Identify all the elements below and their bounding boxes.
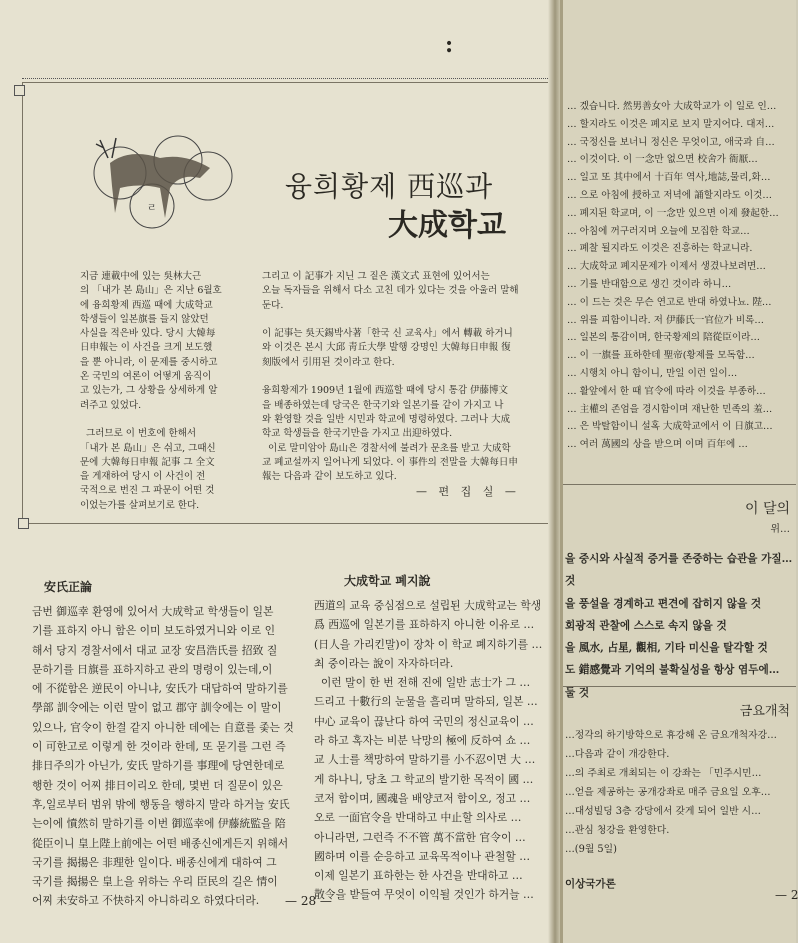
article-title-line2: 大成학교 [388, 208, 506, 243]
svg-text:ㄹ: ㄹ [147, 203, 157, 214]
intro-right-column: 그리고 이 記事가 지닌 그 짙은 漢文式 표현에 있어서는 오늘 독자들을 위해서 다소 고친 데가 있다는 것을 아울러 말해 둔다. 이 記事는 吳天錫박사著「한국 신 교육사」에서 轉載 하거니 와 이것은 본시 大邱 靑丘大學 발행 강명인 大韓每日申報 復 刻版에서 引用된 것이라고 한다. 융희황제가 1909년 1월에 西巡할 때에 당시 통감 伊藤博文 을 배종하였는데 당국은 한국기와 일본기를 같이 가지고 나 와 환영할 것을 일반 시민과 학교에 명령하였다. 그러나 大成 학교 학생들을 한국기만을 가지고 出迎하였다. 이로 말미암아 島山은 경찰서에 불려가 문초를 받고 大成학 교 폐교설까지 일어나게 되었다. 이 事件의 전말을 大韓每日申 報는 다음과 같이 보도하고 있다. [262, 271, 519, 483]
section-body-left: 금번 御巡幸 환영에 있어서 大成학교 학생들이 일본 기를 표하지 아니 함은 이미 보도하였거니와 이로 인 해서 당지 경찰서에서 대교 교장 安昌浩氏를 招致 질 문하기를 日旗를 표하지하고 관의 명령이 있는데,이 에 不從함은 逆民이 아니냐, 安氏가 대답하여 말하기를 學部 訓令에는 이런 말이 없고 郡守 訓令에는 이 말이 있으나, 官令이 한결 같지 아니한 데에는 自意를 좇는 것 이 可한고로 이렇게 한 것이라 한데, 또 묻기를 그런 즉 排日주의가 아닌가, 安氏 말하기를 事理에 당연한데로 행한 것이 어찌 排日이리오 한데, 몇번 더 질문이 있은 후,일로부터 범위 밖에 행동을 행하지 말라 하거늘 安氏 는이에 憤然히 말하기를 이번 御巡幸에 伊藤統監을 陪 從臣이니 皇上陛上前에는 어떤 배종신에게든지 위해서 국기를 揭揚은 非理한 일이다. 배종신에게 대하여 그 국기를 揭揚은 皇上을 위하는 우리 臣民의 길은 情이 어찌 未安하고 不快하지 아니하리오 하였다더라. [32, 605, 294, 908]
section-heading-left: 安氏正論 [44, 580, 93, 594]
right-page [560, 0, 796, 943]
section-heading-right: 大成학교 폐지說 [344, 574, 431, 588]
intro-left-column: 지금 連載中에 있는 吳林大근 의 「내가 본 島山」은 지난 6월호 에 융희황제 西巡 때에 大成학교 학생들이 일본旗를 들지 않았던 사실을 적은바 있다. 당시 大韓每 日申報는 이 사건을 크게 보도했 을 뿐 아니라, 이 문제를 중시하고 온 국민의 여론이 어떻게 움직이 고 있는가, 그 상황을 상세하게 알 려주고 있었다. 그러므로 이 번호에 한해서 「내가 본 島山」은 쉬고, 그때신 문에 大韓每日申報 記事 그 全文 을 게재하여 당시 이 사건이 전 국적으로 번진 그 파문이 어떤 것 이었는가를 살펴보기로 한다. [80, 271, 222, 511]
section-body-right: 西道의 교육 중심점으로 설립된 大成학교는 학생 爲 西巡에 일본기를 표하하지 아니한 이유로 … (日人을 가리킨말)이 장차 이 학교 폐지하기를 … 최 중이라는 說이 자자하더라. 이런 말이 한 번 전해 진에 일반 志士가 그 … 드리고 十數行의 눈물을 흘리며 말하되, 일본 … 中心 교육이 끊난다 하여 국민의 정신교육이 … 라 하고 혹자는 비분 낙망의 極에 反하여 쇼 … 교 人士를 책망하여 말하기를 小不忍이면 大 … 게 하나니, 당초 그 학교의 발기한 목적이 國 … 코저 함이며, 國魂을 배양코저 함이오, 정고 … 오로 一面官令을 반대하고 中止할 의사로 … 아니라면, 그런즉 不不管 萬不當한 官令이 … 國하며 이를 순응하고 교육목적이나 관철할 … 이제 일본기 표하한는 한 사건을 반대하고 … 散令을 받들여 무엇이 이익될 것인가 하거늘 … [314, 599, 543, 902]
page-number-right: — 2 [775, 888, 798, 902]
right-signature: 이상국가론 [565, 878, 616, 890]
right-separator-1 [563, 484, 796, 485]
right-top-text: … 겠습니다. 然男善女아 大成학교가 이 일로 인… … 할지라도 이것은 폐지로 보지 말지어다. 대저… … 국정신을 보너니 정신은 무엇이고, 애국과 自… … 이것이다. 이 一念만 없으면 校舍가 衙厭… … 일고 또 其中에서 十百年 역사,地誌,물리,화… … 으로 아침에 授하고 저녁에 誦할지라도 이것… … 폐지된 학교며, 이 一念만 있으면 이제 發起한… … 아침에 꺼구러지며 오늘에 모집한 학교… … 폐찰 될지라도 이것은 진흥하는 학교니라. … 大成학교 폐지문제가 이제서 생겼나보려면… … 기를 반대함으로 생긴 것이라 하니… … 이 드는 것은 무슨 연고로 반대 하였나뇨. 陛… … 위를 피함이니라. 저 伊藤氏一官位가 비록… … 일본의 통감이며, 한국황제의 陪從臣이라… … 이 一旗를 표하한데 聖帝(황제를 모독함… … 시행치 아니 함이니, 만일 이런 일이… … 활앞에서 한 때 官令에 따라 이것을 부종하… … 主權의 존엄을 경시함이며 재난한 민족의 羞… … 은 박탈함이니 설혹 大成학교에서 이 日旗고… … 여러 萬國의 상을 받으며 이며 百年에 … [567, 101, 779, 451]
top-dotted-rule [22, 78, 554, 79]
article-title-line1: 융희황제 西巡과 [285, 170, 494, 203]
right-body-2: …정각의 하기방학으로 휴강해 온 금요개척자강… …다음과 같이 개강한다. …의 주최로 개최되는 이 강좌는 「민주시민… …얻을 제공하는 공개강좌로 매주 금요일 오후… …대성빌딩 3층 강당에서 갖게 되어 일반 시… …관심 청강을 환영한다. …(9월 5일) [565, 730, 777, 855]
frame-corner-bottom [18, 518, 29, 529]
right-box-heading: 이 달의 [744, 501, 790, 517]
right-box-subheading: 위… [770, 524, 790, 535]
right-heading-2: 금요개척 [739, 704, 790, 719]
frame-corner-top [14, 85, 25, 96]
page-mark: : [445, 32, 454, 58]
right-list: 을 중시와 사실적 증거를 존중하는 습관을 가질… 것 을 풍설을 경계하고 편견에 잡히지 않을 것 회광적 관찰에 스스로 속지 않을 것 을 風水, 占星, 觀相, 기타 미신을 탈각할 것 도 錯感覺과 기억의 불확실성을 항상 염두에… 둘 것 [565, 553, 793, 699]
editor-signature: — 편 집 실 — [416, 485, 520, 498]
page-number-left: — 28 — [285, 894, 332, 908]
deer-emblem-illustration [90, 128, 240, 233]
right-separator-2 [563, 686, 796, 687]
